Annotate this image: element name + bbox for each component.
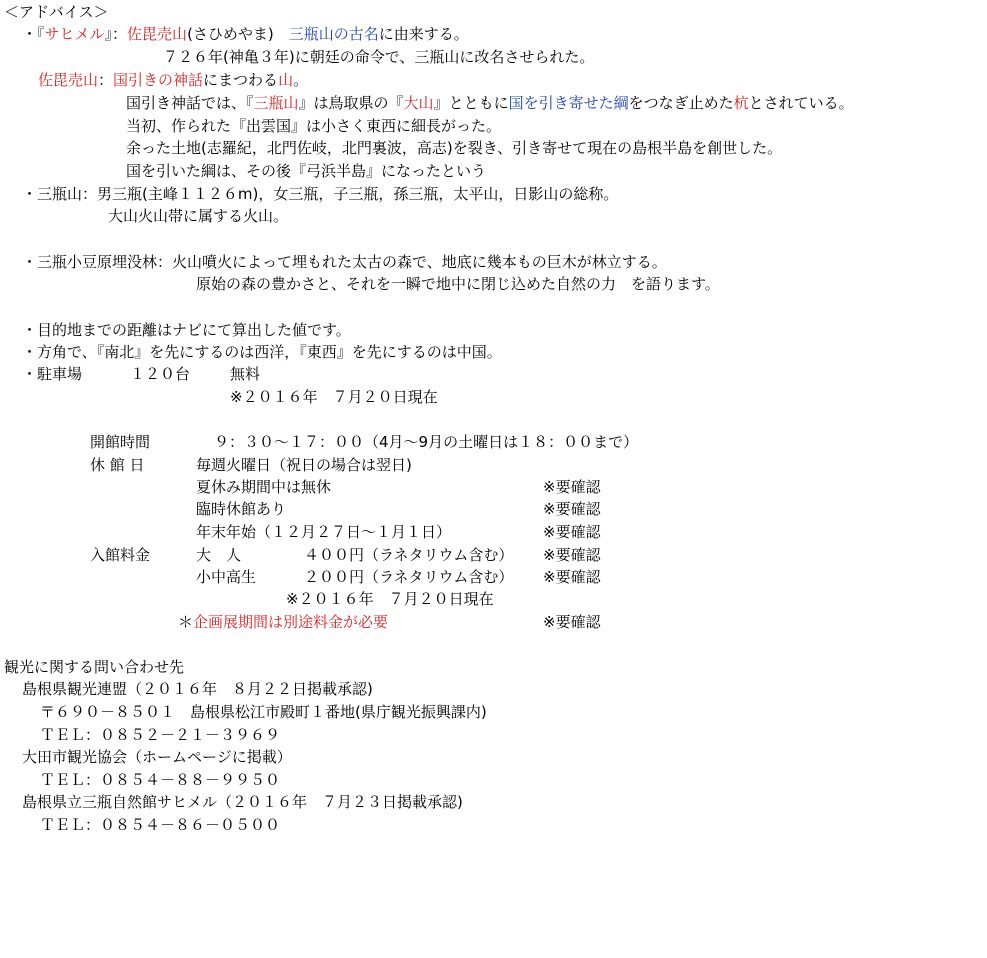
oda-association-name: 大田市観光協会（ホームページに掲載） — [22, 748, 292, 766]
fee-group: 大 人 — [196, 546, 242, 564]
advice-heading: ＜アドバイス＞ — [4, 3, 109, 21]
closed-row-note: ※要確認 — [543, 523, 601, 541]
sahimel-museum-tel: ＴＥＬ：０８５４－８６－０５００ — [40, 816, 281, 834]
sahimel-origin-line: ・『サヒメル』：佐毘売山(さひめやま) 三瓶山の古名に由来する。 — [22, 25, 469, 43]
parking-asof: ※２０１６年 ７月２０日現在 — [230, 388, 438, 406]
fee-price: ２００円（ラネタリウム含む） — [304, 568, 514, 586]
closed-row: 夏休み期間中は無休 — [196, 478, 332, 496]
forest-line-1: ・三瓶小豆原埋没林：火山噴火によって埋もれた太古の森で、地底に幾本もの巨木が林立する。 — [22, 253, 667, 271]
fee-asof: ※２０１６年 ７月２０日現在 — [286, 590, 494, 608]
pref-association-name: 島根県観光連盟（２０１６年 ８月２２日掲載承認) — [22, 680, 373, 698]
fee-group: 小中高生 — [196, 568, 257, 586]
pref-association-tel: ＴＥＬ：０８５２－２１－３９６９ — [40, 726, 281, 744]
myth-line-1: 国引き神話では、『三瓶山』は鳥取県の『大山』とともに国を引き寄せた綱をつなぎ止めた杭とされている。 — [126, 94, 854, 112]
closed-row: 臨時休館あり — [196, 500, 287, 518]
sahimel-museum-name: 島根県立三瓶自然館サヒメル（２０１６年 ７月２３日掲載承認) — [22, 793, 463, 811]
hours-label: 開館時間 — [90, 433, 151, 451]
myth-line-2: 当初、作られた『出雲国』は小さく東西に細長がった。 — [126, 117, 502, 135]
distance-note: ・目的地までの距離はナビにて算出した値です。 — [22, 321, 351, 339]
parking-label: ・駐車場 — [22, 365, 83, 383]
closed-row-note: ※要確認 — [543, 500, 601, 518]
hours-value: ９：３０～１７：００（4月～9月の土曜日は１８：００まで） — [214, 433, 639, 451]
sahime-myth-line: 佐毘売山：国引きの神話にまつわる山。 — [38, 71, 309, 89]
direction-note: ・方角で、『南北』を先にするのは西洋，『東西』を先にするのは中国。 — [22, 343, 502, 361]
closed-row: 年末年始（１２月２７日～１月１日） — [196, 523, 452, 541]
special-fee-line: ＊企画展期間は別途料金が必要 — [178, 613, 389, 631]
parking-fee: 無料 — [230, 365, 261, 383]
parking-count: １２０台 — [130, 365, 191, 383]
closed-row: 毎週火曜日（祝日の場合は翌日) — [196, 456, 412, 474]
fee-note: ※要確認 — [543, 568, 601, 586]
contacts-heading: 観光に関する問い合わせ先 — [4, 658, 185, 676]
special-fee-note: ※要確認 — [543, 613, 601, 631]
fee-label: 入館料金 — [90, 546, 151, 564]
sahimel-history-line: ７２６年(神亀３年)に朝廷の命令で、三瓶山に改名させられた。 — [163, 48, 595, 66]
closed-label: 休 館 日 — [90, 456, 145, 474]
fee-price: ４００円（ラネタリウム含む） — [304, 546, 514, 564]
sanbe-line-1: ・三瓶山：男三瓶(主峰１１２６m)，女三瓶，子三瓶，孫三瓶，太平山，日影山の総称。 — [22, 185, 619, 203]
sanbe-line-2: 大山火山帯に属する火山。 — [108, 207, 289, 225]
myth-line-4: 国を引いた綱は、その後『弓浜半島』になったという — [126, 162, 487, 180]
pref-association-address: 〒６９０－８５０１ 島根県松江市殿町１番地(県庁観光振興課内) — [40, 703, 487, 721]
closed-row-note: ※要確認 — [543, 478, 601, 496]
forest-line-2: 原始の森の豊かさと、それを一瞬で地中に閉じ込めた自然の力 を語ります。 — [196, 275, 720, 293]
myth-line-3: 余った土地(志羅紀，北門佐岐，北門裏波，高志)を裂き、引き寄せて現在の島根半島を創世した。 — [126, 139, 783, 157]
fee-note: ※要確認 — [543, 546, 601, 564]
oda-association-tel: ＴＥＬ：０８５４－８８－９９５０ — [40, 771, 281, 789]
